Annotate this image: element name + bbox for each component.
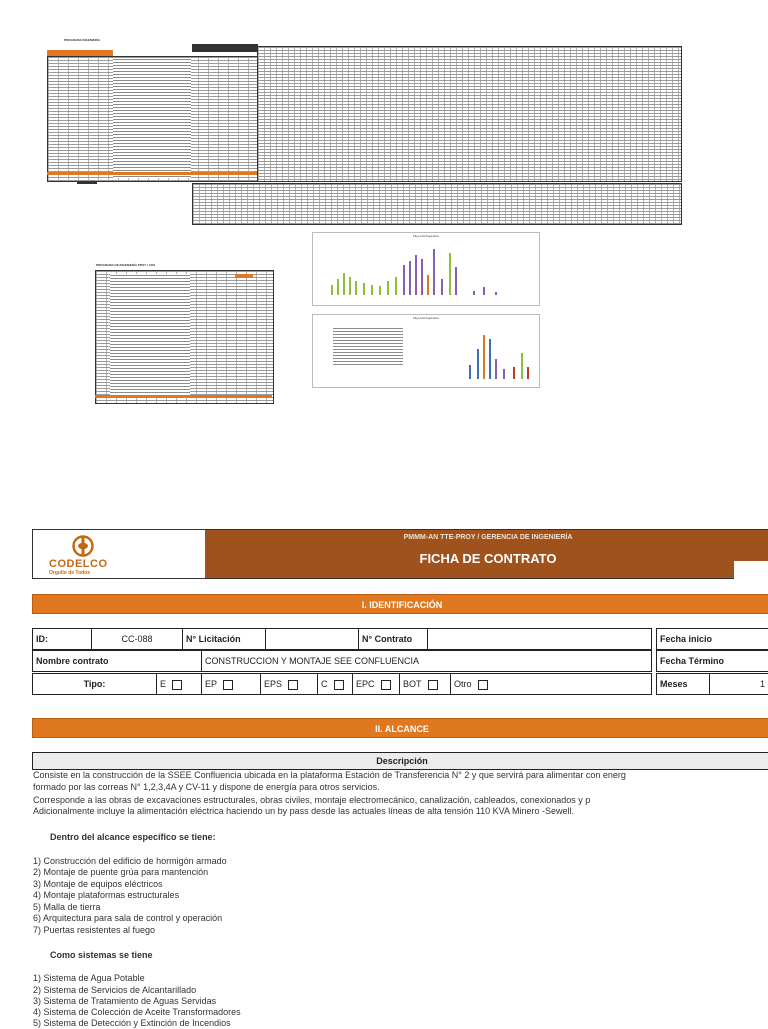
checkbox-icon[interactable] [334, 680, 344, 690]
sheet2-orange-cell [235, 274, 253, 278]
system-item: 3) Sistema de Tratamiento de Aguas Servidas [33, 996, 217, 1006]
tipo-option-bot[interactable] [399, 673, 451, 695]
page-title: FICHA DE CONTRATO [419, 551, 557, 566]
fecha-inicio-label: Fecha inicio [656, 628, 768, 650]
id-label: ID: [32, 628, 92, 650]
sheet1-schedule-grid [257, 46, 682, 182]
paragraph-line: Adicionalmente incluye la alimentación eléctrica haciendo un by pass desde las actuales líneas de alta tensión 110 KVA Minero -Sewell. [33, 806, 574, 816]
tipo-option-eps[interactable] [260, 673, 318, 695]
checkbox-icon[interactable] [288, 680, 298, 690]
nombre-contrato-label: Nombre contrato [32, 650, 202, 672]
scope-item: 6) Arquitectura para sala de control y operación [33, 913, 223, 923]
chart1 [312, 232, 540, 306]
sheet1-total-bar [47, 172, 257, 175]
tipo-option-ep[interactable] [201, 673, 261, 695]
checkbox-icon[interactable] [223, 680, 233, 690]
chart2-bars [323, 327, 535, 379]
checkbox-icon[interactable] [478, 680, 488, 690]
systems-heading: Como sistemas se tiene [50, 950, 153, 960]
tipo-option-label: EPC [356, 679, 375, 689]
chart2-title: Flujo HH Ingeniería [413, 316, 439, 320]
descripcion-header: Descripción [32, 752, 768, 770]
header-cutout [734, 561, 768, 579]
section-identificacion: I. IDENTIFICACIÓN [32, 594, 768, 614]
tipo-option-epc[interactable] [352, 673, 400, 695]
tipo-option-label: EPS [264, 679, 283, 689]
paragraph-line: Corresponde a las obras de excavaciones estructurales, obras civiles, montaje electromecánico, canalización, cableados, conexionados y p [33, 795, 591, 805]
logo-slogan: Orgullo de Todos [49, 570, 91, 576]
tipo-option-e[interactable] [156, 673, 202, 695]
scope-item: 1) Construcción del edificio de hormigón armado [33, 856, 227, 866]
id-value[interactable]: CC-088 [91, 628, 183, 650]
sheet1-title: PROGRAMA INGENIERÍA [64, 38, 101, 42]
licitacion-label: N° Licitación [182, 628, 266, 650]
system-item: 5) Sistema de Detección y Extinción de Incendios [33, 1018, 231, 1028]
meses-label: Meses [656, 673, 710, 695]
nombre-contrato-value[interactable]: CONSTRUCCION Y MONTAJE SEE CONFLUENCIA [201, 650, 652, 672]
licitacion-value[interactable] [265, 628, 359, 650]
tipo-label: Tipo: [32, 673, 157, 695]
scope-heading: Dentro del alcance específico se tiene: [50, 832, 216, 842]
fecha-termino-label: Fecha Término [656, 650, 768, 672]
chart1-bars [323, 245, 535, 295]
codelco-logo-icon [68, 535, 98, 557]
sheet1-description-column [113, 58, 191, 178]
sheet1-total-cell [77, 181, 97, 184]
system-item: 4) Sistema de Colección de Aceite Transformadores [33, 1007, 241, 1017]
header-band [205, 530, 768, 578]
sheet2-description-column [110, 274, 190, 398]
sheet2-title: PROGRAMA DE INGENIERÍA PROY / COS [96, 263, 156, 267]
scope-item: 5) Malla de tierra [33, 902, 101, 912]
scope-item: 4) Montaje plataformas estructurales [33, 890, 180, 900]
contrato-value[interactable] [427, 628, 652, 650]
contrato-label: N° Contrato [358, 628, 428, 650]
section-alcance: II. ALCANCE [32, 718, 768, 738]
system-item: 1) Sistema de Agua Potable [33, 973, 145, 983]
tipo-option-label: BOT [403, 679, 422, 689]
checkbox-icon[interactable] [172, 680, 182, 690]
meses-value[interactable]: 1 [709, 673, 768, 695]
tipo-option-label: C [321, 679, 328, 689]
chart2 [312, 314, 540, 388]
system-item: 2) Sistema de Servicios de Alcantarillado [33, 985, 197, 995]
scope-item: 3) Montaje de equipos eléctricos [33, 879, 163, 889]
sheet1-top-box [192, 44, 258, 52]
logo-cell [33, 530, 206, 578]
header-subtitle: PMMM-AN TTE-PROY / GERENCIA DE INGENIERÍA [403, 534, 573, 541]
sheet2-total-bar [95, 395, 272, 398]
tipo-option-c[interactable] [317, 673, 353, 695]
paragraph-line: formado por las correas N° 1,2,3,4A y CV-11 y dispone de energía para otros servicios. [33, 782, 380, 792]
tipo-option-otro[interactable] [450, 673, 652, 695]
tipo-option-label: E [160, 679, 167, 689]
chart1-title: Flujo HH Ingeniería [413, 234, 439, 238]
checkbox-icon[interactable] [428, 680, 438, 690]
scope-item: 7) Puertas resistentes al fuego [33, 925, 156, 935]
paragraph-line: Consiste en la construcción de la SSEE Confluencia ubicada en la plataforma Estación de Transferencia N° 2 y que servirá para alimentar con energ [33, 770, 626, 780]
logo-name: CODELCO [49, 558, 108, 570]
sheet1-summary-grid [192, 183, 682, 225]
checkbox-icon[interactable] [381, 680, 391, 690]
ficha-header [32, 529, 768, 579]
tipo-option-label: EP [205, 679, 218, 689]
tipo-option-label: Otro [454, 679, 472, 689]
scope-item: 2) Montaje de puente grúa para mantención [33, 867, 209, 877]
